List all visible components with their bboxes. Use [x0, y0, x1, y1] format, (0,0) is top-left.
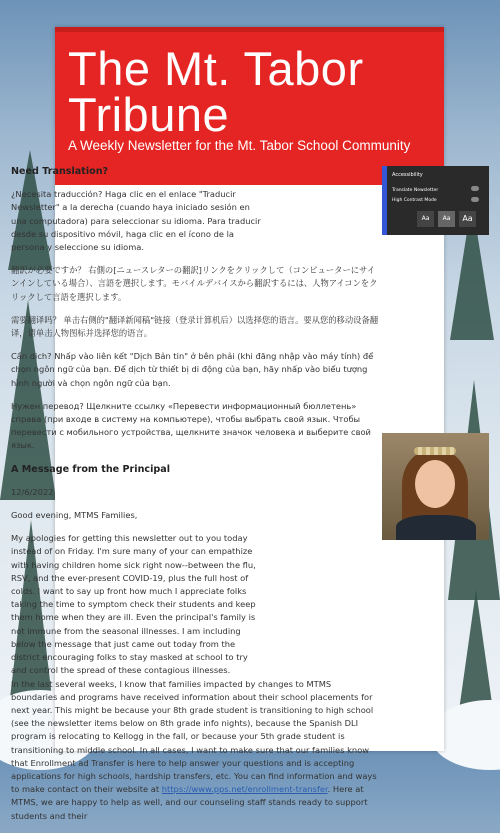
font-size-small-button: Aa: [417, 211, 434, 227]
accessibility-menu-image: [382, 166, 489, 235]
principal-photo: [382, 433, 489, 540]
translation-vietnamese: Cần dịch? Nhấp vào liên kết "Dịch Bản tin" ở bên phải (khi đăng nhập vào máy tính) để chọn ngôn ngữ của bạn. Để dịch từ thiết bị di động của bạn, hãy nhấp vào biểu tượng hình người và chọn ngôn ngữ của bạn.: [11, 351, 374, 388]
newsletter-title: The Mt. Tabor Tribune: [68, 42, 364, 141]
accessibility-heading: Accessibility: [392, 172, 423, 178]
translation-russian: Нужен перевод? Щелкните ссылку «Перевести информационный бюллетень» справа (при входе в систему на компьютере), чтобы выбрать свой язык. Чтобы перевести с мобильного устройства, щелкните значок человека и выберите свой язык.: [11, 400, 371, 451]
translation-heading: Need Translation?: [11, 166, 109, 177]
principal-paragraph-2: [11, 678, 379, 823]
principal-greeting: Good evening, MTMS Families,: [11, 510, 138, 521]
toggle-icon: [471, 186, 479, 191]
principal-heading: A Message from the Principal: [11, 463, 171, 475]
toggle-icon: [471, 197, 479, 202]
font-size-large-button: Aa: [459, 211, 476, 227]
newsletter-header: [55, 27, 444, 185]
principal-paragraph-1-text: My apologies for getting this newsletter out to you today instead of on Friday. I'm sure many of your can empathize with having children home sick right now--between the flu, RSV, and the ever-present COVID-19, plus the full host of colds. I want to say up front how much I appreciate folks taking the time to symptom check their students and keep them home when they are ill. Even the principal's family is not immune from the seasonal illnesses. I am including below the message that just came out today from the district encouraging folks to stay masked at school to try and control the spread of these contagious illnesses.: [11, 533, 256, 676]
enrollment-transfer-link[interactable]: https://www.pps.net/enrollment-transfer: [161, 784, 328, 795]
translation-japanese: 翻訳が必要ですか？ 右側の[ニュースレターの翻訳]リンクをクリックして（コンピューターにサインインしている場合）、言語を選択します。モバイルデバイスから翻訳するには、人物アイコンをクリックして言語を選択します。: [11, 265, 378, 302]
principal-paragraph-2-end: . Here at MTMS, we are happy to help as well, and our counseling staff stands ready to support students and their: [11, 784, 368, 821]
principal-date: 12/6/2022: [11, 486, 54, 497]
font-size-medium-button: Aa: [438, 211, 455, 227]
newsletter-subtitle: A Weekly Newsletter for the Mt. Tabor School Community: [68, 138, 411, 153]
high-contrast-label: High Contrast Mode: [392, 198, 437, 203]
newsletter-content: [11, 165, 379, 833]
translation-chinese: 需要翻译吗？ 单击右侧的"翻译新闻稿"链接（登录计算机后）以选择您的语言。要从您的移动设备翻译，请单击人物图标并选择您的语言。: [11, 314, 379, 339]
principal-paragraph-2-text: In the last several weeks, I know that families impacted by changes to MTMS boundaries and programs have received information about their school placements for next year. This might be because your 8th grade student is transitioning to high school (see the newsletter items below on 8th grade info nights), because the Spanish DLI program is relocating to Kellogg in the fall, or because your 5th grade student is transitioning to middle school. In all cases, I want to make sure that our families know that Enrollment ad Transfer is here to help answer your questions and is accepting applications for high schools, hardship transfers, etc. You can find information and ways to make contact on their website at: [11, 678, 377, 795]
translation-spanish: ¿Necesita traducción? Haga clic en el enlace "Traducir Newsletter" a la derecha (cuando haya iniciado sesión en una computadora) para seleccionar su idioma. Para traducir desde su dispositivo móvil, haga clic en el ícono de la persona y seleccione su idioma.: [11, 189, 261, 253]
translate-newsletter-label: Translate Newsletter: [392, 188, 439, 193]
